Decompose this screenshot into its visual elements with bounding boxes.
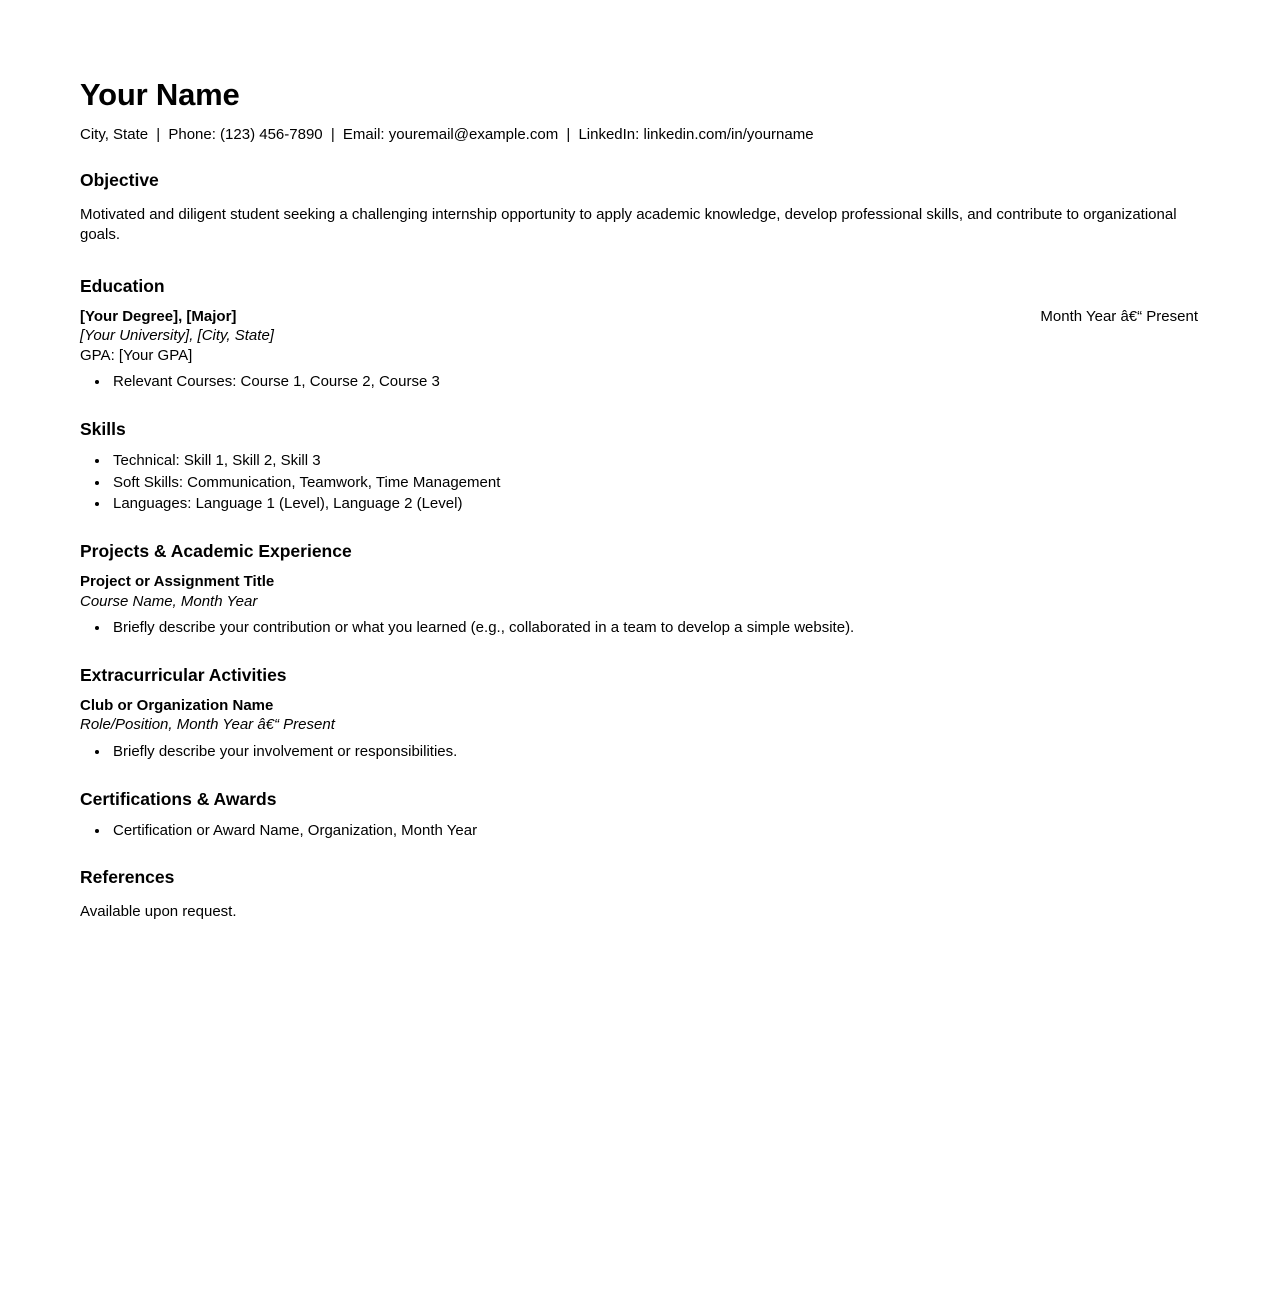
section-heading-projects: Projects & Academic Experience bbox=[80, 541, 352, 562]
section-objective bbox=[80, 170, 1198, 246]
section-heading-objective: Objective bbox=[80, 170, 159, 191]
skills-bullet-list bbox=[80, 450, 1198, 515]
education-entry-header bbox=[80, 307, 1198, 327]
project-title: Project or Assignment Title bbox=[80, 573, 275, 591]
extracurricular-bullet-list bbox=[80, 741, 1198, 763]
list-item: • Soft Skills: Communication, Teamwork, Time Management bbox=[110, 472, 1198, 494]
contact-separator: | bbox=[330, 125, 335, 143]
resume-header bbox=[80, 78, 1198, 144]
contact-location: City, State bbox=[80, 125, 149, 143]
list-item: • Briefly describe your contribution or what you learned (e.g., collaborated in a team to develop a simple website). bbox=[110, 617, 1198, 639]
education-date: Month Year â€“ Present bbox=[1040, 307, 1198, 325]
project-entry bbox=[80, 572, 1198, 639]
list-item: • Relevant Courses: Course 1, Course 2, Course 3 bbox=[110, 371, 1198, 393]
education-degree: [Your Degree], [Major] bbox=[80, 307, 237, 325]
extracurricular-entry bbox=[80, 696, 1198, 763]
section-heading-certifications: Certifications & Awards bbox=[80, 788, 277, 809]
references-text: Available upon request. bbox=[80, 903, 237, 921]
education-institution: [Your University], [City, State] bbox=[80, 327, 274, 345]
list-item: • Languages: Language 1 (Level), Language 2 (Level) bbox=[110, 493, 1198, 515]
project-bullet-list bbox=[80, 617, 1198, 639]
contact-email: Email: youremail@example.com bbox=[342, 125, 559, 143]
objective-text: Motivated and diligent student seeking a challenging internship opportunity to apply academic knowledge, develop professional skills, and contribute to organizational goals. bbox=[80, 206, 1177, 244]
list-item: • Certification or Award Name, Organization, Month Year bbox=[110, 820, 1198, 842]
section-projects bbox=[80, 541, 1198, 639]
education-gpa: GPA: [Your GPA] bbox=[80, 346, 193, 364]
section-heading-skills: Skills bbox=[80, 418, 126, 439]
education-entry bbox=[80, 307, 1198, 393]
section-skills bbox=[80, 419, 1198, 515]
list-item: • Technical: Skill 1, Skill 2, Skill 3 bbox=[110, 450, 1198, 472]
list-item: • Briefly describe your involvement or responsibilities. bbox=[110, 741, 1198, 763]
certifications-bullet-list bbox=[80, 820, 1198, 842]
section-references bbox=[80, 867, 1198, 922]
education-bullet-list bbox=[80, 371, 1198, 393]
contact-separator: | bbox=[566, 125, 571, 143]
project-subtitle: Course Name, Month Year bbox=[80, 592, 258, 610]
resume-content bbox=[80, 78, 1198, 923]
extracurricular-title: Club or Organization Name bbox=[80, 696, 274, 714]
section-extracurricular bbox=[80, 665, 1198, 763]
section-education bbox=[80, 276, 1198, 393]
section-heading-references: References bbox=[80, 867, 175, 888]
contact-line bbox=[80, 125, 1198, 145]
candidate-name: Your Name bbox=[80, 77, 240, 112]
extracurricular-subtitle: Role/Position, Month Year â€“ Present bbox=[80, 716, 335, 734]
section-certifications bbox=[80, 789, 1198, 842]
contact-linkedin: LinkedIn: linkedin.com/in/yourname bbox=[578, 125, 814, 143]
contact-separator: | bbox=[156, 125, 161, 143]
section-heading-education: Education bbox=[80, 275, 165, 296]
section-heading-extracurricular: Extracurricular Activities bbox=[80, 664, 287, 685]
contact-phone: Phone: (123) 456-7890 bbox=[168, 125, 323, 143]
